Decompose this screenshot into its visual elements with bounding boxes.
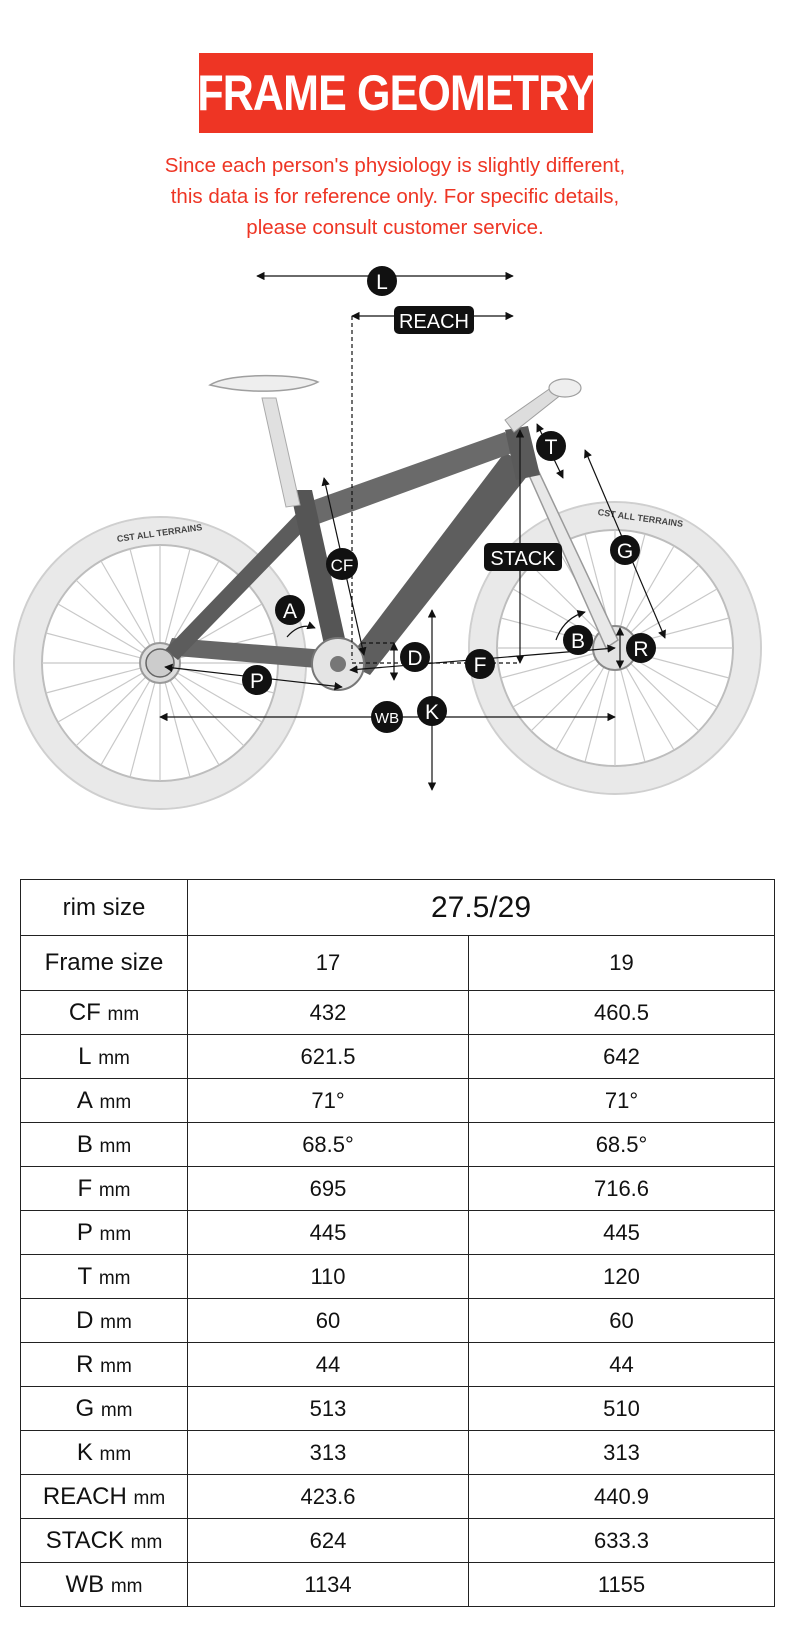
marker-D [400, 642, 430, 672]
row-label [21, 1519, 188, 1563]
marker-CF [326, 548, 358, 580]
row-unit: mm [130, 1531, 163, 1553]
row-label [21, 1563, 188, 1607]
value-size-17: 445 [188, 1211, 469, 1255]
row-unit: mm [107, 1003, 140, 1025]
row-unit: mm [100, 1355, 132, 1377]
row-label [21, 1431, 188, 1475]
row-label [21, 1387, 188, 1431]
table-row [21, 1563, 775, 1607]
svg-text:STACK: STACK [490, 548, 556, 570]
value-size-17: 71° [188, 1079, 469, 1123]
value-size-17: 513 [188, 1387, 469, 1431]
disclaimer-line: this data is for reference only. For specific details, [170, 185, 620, 208]
value-size-17: 110 [188, 1255, 469, 1299]
row-key: G [75, 1394, 95, 1422]
svg-text:B: B [570, 630, 586, 653]
rim-size-label: rim size [21, 880, 188, 936]
value-size-19: 633.3 [469, 1519, 775, 1563]
row-unit: mm [110, 1575, 143, 1597]
row-label [21, 1343, 188, 1387]
svg-text:REACH: REACH [398, 311, 470, 333]
svg-text:D: D [407, 647, 423, 670]
svg-text:WB: WB [374, 710, 400, 727]
row-label [21, 1255, 188, 1299]
row-unit: mm [99, 1091, 132, 1113]
row-label [21, 1079, 188, 1123]
row-label [21, 991, 188, 1035]
value-size-19: 60 [469, 1299, 775, 1343]
disclaimer-text [0, 150, 790, 243]
marker-L [367, 266, 397, 296]
value-size-19: 642 [469, 1035, 775, 1079]
row-key: T [77, 1262, 93, 1290]
table-row [21, 1211, 775, 1255]
row-label [21, 1035, 188, 1079]
row-key: STACK [45, 1526, 124, 1554]
marker-K [417, 696, 447, 726]
svg-text:G: G [616, 540, 634, 563]
row-label [21, 1123, 188, 1167]
table-row [21, 1299, 775, 1343]
marker-A [275, 595, 305, 625]
table-row [21, 1387, 775, 1431]
row-key: L [78, 1042, 92, 1070]
marker-WB [371, 701, 403, 733]
table-row [21, 1431, 775, 1475]
table-row [21, 1519, 775, 1563]
table-row [21, 1079, 775, 1123]
frame-size-17: 17 [188, 936, 469, 991]
value-size-19: 445 [469, 1211, 775, 1255]
disclaimer-line: please consult customer service. [246, 216, 544, 239]
row-key: R [76, 1350, 94, 1378]
value-size-17: 695 [188, 1167, 469, 1211]
row-key: P [76, 1218, 93, 1246]
svg-text:F: F [473, 654, 487, 677]
table-row [21, 1475, 775, 1519]
value-size-17: 1134 [188, 1563, 469, 1607]
svg-text:T: T [544, 436, 558, 459]
table-row [21, 1255, 775, 1299]
row-label [21, 1167, 188, 1211]
row-key: REACH [42, 1482, 127, 1510]
value-size-17: 44 [188, 1343, 469, 1387]
table-row [21, 1343, 775, 1387]
marker-G [610, 535, 640, 565]
table-row [21, 991, 775, 1035]
rear-tire-text: CST ALL TERRAINS [116, 522, 203, 544]
table-row [21, 1167, 775, 1211]
row-key: D [76, 1306, 94, 1334]
value-size-19: 440.9 [469, 1475, 775, 1519]
svg-text:CF: CF [330, 556, 354, 575]
row-unit: mm [98, 1267, 131, 1289]
value-size-17: 68.5° [188, 1123, 469, 1167]
value-size-17: 432 [188, 991, 469, 1035]
page-title: FRAME GEOMETRY [197, 65, 595, 121]
marker-B [563, 625, 593, 655]
svg-text:L: L [376, 271, 388, 294]
table-row [21, 1123, 775, 1167]
row-unit: mm [98, 1047, 130, 1069]
frame-size-row [21, 936, 775, 991]
value-size-17: 60 [188, 1299, 469, 1343]
value-size-17: 621.5 [188, 1035, 469, 1079]
marker-reach [394, 306, 474, 334]
value-size-17: 624 [188, 1519, 469, 1563]
row-label [21, 1211, 188, 1255]
row-key: K [76, 1438, 93, 1466]
row-key: WB [65, 1570, 105, 1598]
value-size-19: 716.6 [469, 1167, 775, 1211]
row-unit: mm [99, 1223, 132, 1245]
svg-text:P: P [249, 670, 265, 693]
marker-P [242, 665, 272, 695]
value-size-19: 460.5 [469, 991, 775, 1035]
row-unit: mm [99, 1443, 132, 1465]
svg-text:K: K [424, 701, 440, 724]
marker-stack [484, 543, 562, 571]
row-key: A [76, 1086, 93, 1114]
svg-text:A: A [282, 600, 298, 623]
row-unit: mm [100, 1311, 132, 1333]
value-size-19: 313 [469, 1431, 775, 1475]
row-unit: mm [99, 1135, 132, 1157]
row-key: F [77, 1174, 93, 1202]
row-key: CF [68, 998, 101, 1026]
value-size-19: 510 [469, 1387, 775, 1431]
table-row [21, 1035, 775, 1079]
row-unit: mm [133, 1487, 166, 1509]
svg-text:R: R [633, 638, 649, 661]
bike-geometry-diagram [0, 255, 790, 825]
value-size-19: 1155 [469, 1563, 775, 1607]
marker-R [626, 633, 656, 663]
rim-size-value: 27.5/29 [188, 880, 775, 936]
rim-size-row [21, 880, 775, 936]
value-size-19: 120 [469, 1255, 775, 1299]
geometry-table [20, 879, 775, 1607]
value-size-19: 44 [469, 1343, 775, 1387]
disclaimer-line: Since each person's physiology is slightly different, [164, 154, 626, 177]
row-unit: mm [98, 1179, 131, 1201]
front-tire-text: CST ALL TERRAINS [597, 507, 684, 529]
value-size-19: 71° [469, 1079, 775, 1123]
value-size-17: 313 [188, 1431, 469, 1475]
frame-size-label: Frame size [21, 936, 188, 991]
value-size-19: 68.5° [469, 1123, 775, 1167]
title-banner [199, 53, 593, 133]
marker-T [536, 431, 566, 461]
value-size-17: 423.6 [188, 1475, 469, 1519]
row-unit: mm [100, 1399, 133, 1421]
frame-size-19: 19 [469, 936, 775, 991]
row-key: B [76, 1130, 93, 1158]
row-label [21, 1475, 188, 1519]
marker-F [465, 649, 495, 679]
row-label [21, 1299, 188, 1343]
